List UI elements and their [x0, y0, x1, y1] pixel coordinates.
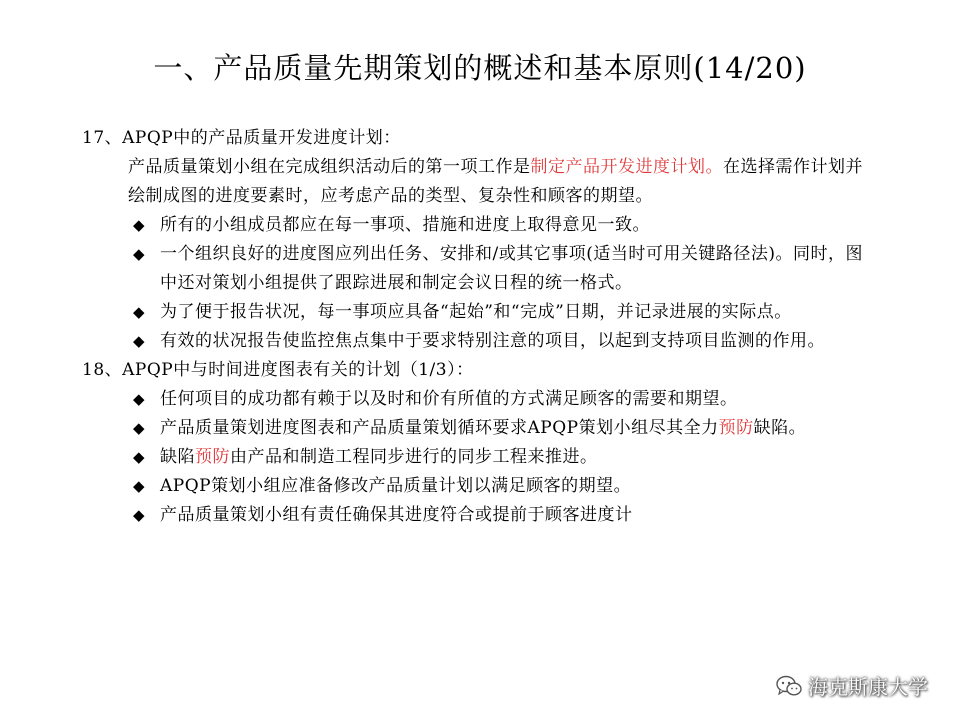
- bullet-item: [82, 298, 882, 327]
- watermark-text: 海克斯康大学: [808, 675, 928, 699]
- bullet-item: [82, 327, 882, 356]
- bullet-item: [82, 443, 882, 472]
- bullet-text-post: 缺陷。: [753, 418, 807, 438]
- intro-text-post: 在选择需作计划并绘制成图的进度要素时，应考虑产品的类型、复杂性和顾客的期望。: [128, 157, 863, 206]
- bullet-text: 一个组织良好的进度图应列出任务、安排和/或其它事项(适当时可用关键路径法)。同时，图中还对策划小组提供了跟踪进展和制定会议日程的统一格式。: [160, 244, 863, 293]
- diamond-bullet-icon: ◆: [132, 419, 146, 437]
- bullet-item: [82, 501, 882, 530]
- diamond-bullet-icon: ◆: [132, 390, 146, 408]
- section-18-heading: 18、APQP中与时间进度图表有关的计划（1/3）：: [82, 360, 474, 380]
- slide-title: 一、产品质量先期策划的概述和基本原则(14/20): [153, 51, 807, 85]
- bullet-text: 有效的状况报告使监控焦点集中于要求特别注意的项目，以起到支持项目监测的作用。: [160, 331, 825, 351]
- intro-text-pre: 产品质量策划小组在完成组织活动后的第一项工作是: [128, 157, 531, 177]
- bullet-item: [82, 211, 882, 240]
- bullet-item: [82, 240, 882, 298]
- section-18-bullet-list: [82, 385, 882, 530]
- section-17-heading: 17、APQP中的产品质量开发进度计划：: [82, 128, 401, 148]
- slide-content: [82, 124, 882, 530]
- bullet-text-highlight: 预防: [718, 418, 754, 438]
- bullet-item: [82, 385, 882, 414]
- section-17: [82, 124, 882, 356]
- bullet-text: 为了便于报告状况，每一事项应具备“起始”和“完成”日期，并记录进展的实际点。: [160, 302, 792, 322]
- watermark: [776, 671, 928, 700]
- diamond-bullet-icon: ◆: [132, 477, 146, 495]
- bullet-item: [82, 472, 882, 501]
- section-18: [82, 356, 882, 530]
- intro-text-highlight: 制定产品开发进度计划。: [530, 157, 723, 177]
- bullet-text-highlight: 预防: [195, 447, 230, 467]
- bullet-text: APQP策划小组应准备修改产品质量计划以满足顾客的期望。: [160, 476, 632, 496]
- bullet-text: 所有的小组成员都应在每一事项、措施和进度上取得意见一致。: [160, 215, 650, 235]
- bullet-text-post: 由产品和制造工程同步进行的同步工程来推进。: [230, 447, 598, 467]
- section-17-intro: [82, 153, 882, 211]
- diamond-bullet-icon: ◆: [132, 245, 146, 263]
- diamond-bullet-icon: ◆: [132, 506, 146, 524]
- diamond-bullet-icon: ◆: [132, 216, 146, 234]
- section-17-bullet-list: [82, 211, 882, 356]
- bullet-text: 产品质量策划小组有责任确保其进度符合或提前于顾客进度计: [160, 505, 633, 525]
- bullet-text: 任何项目的成功都有赖于以及时和价有所值的方式满足顾客的需要和期望。: [160, 389, 738, 409]
- bullet-item: [82, 414, 882, 443]
- diamond-bullet-icon: ◆: [132, 303, 146, 321]
- bullet-text-pre: 产品质量策划进度图表和产品质量策划循环要求APQP策划小组尽其全力: [160, 418, 719, 438]
- diamond-bullet-icon: ◆: [132, 332, 146, 350]
- diamond-bullet-icon: ◆: [132, 448, 146, 466]
- bullet-text-pre: 缺陷: [160, 447, 195, 467]
- wechat-icon: [776, 675, 802, 697]
